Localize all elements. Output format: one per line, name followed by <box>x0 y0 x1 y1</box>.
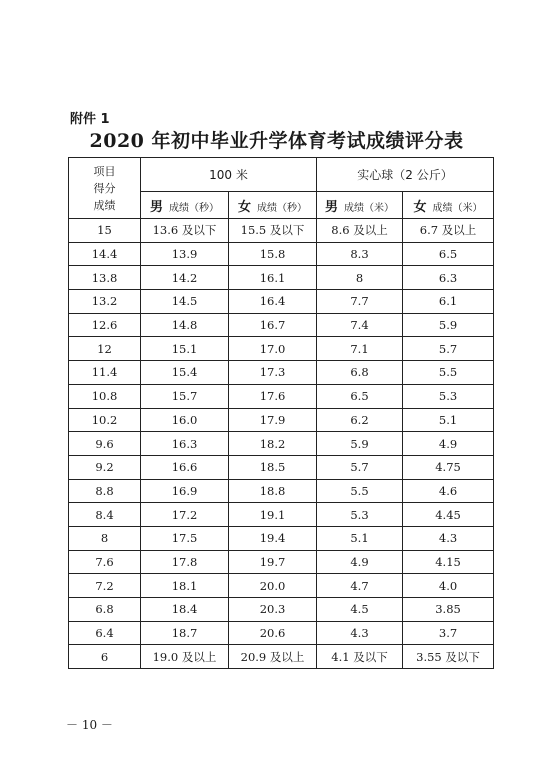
score-cell: 9.6 <box>69 432 141 456</box>
shotput-female-cell: 4.0 <box>403 574 494 598</box>
corner-label-item: 项目 <box>93 164 116 178</box>
page-title: 2020 年初中毕业升学体育考试成绩评分表 <box>89 130 464 152</box>
page-number: － 10 － <box>66 718 113 732</box>
score-cell: 7.2 <box>69 574 141 598</box>
score-cell: 12 <box>69 337 141 361</box>
shotput-male-cell: 8.6 及以上 <box>317 219 403 243</box>
score-cell: 8.8 <box>69 479 141 503</box>
run-100m-female-cell: 16.1 <box>229 266 317 290</box>
shotput-female-cell: 4.75 <box>403 455 494 479</box>
shotput-male-cell: 7.7 <box>317 290 403 314</box>
run-100m-male-cell: 14.2 <box>141 266 229 290</box>
shotput-female-cell: 4.9 <box>403 432 494 456</box>
gender-label: 男 <box>149 199 163 215</box>
subheader-shotput-male <box>317 192 403 219</box>
shotput-male-cell: 5.7 <box>317 455 403 479</box>
score-table <box>68 157 494 669</box>
run-100m-male-cell: 14.5 <box>141 290 229 314</box>
score-table-body <box>69 219 494 669</box>
shotput-male-cell: 5.5 <box>317 479 403 503</box>
score-cell: 8 <box>69 526 141 550</box>
run-100m-female-cell: 16.4 <box>229 290 317 314</box>
subheader-100m-male <box>141 192 229 219</box>
table-row <box>69 313 494 337</box>
shotput-male-cell: 5.9 <box>317 432 403 456</box>
group-header-shot-put: 实心球（2 公斤） <box>317 158 494 192</box>
shotput-male-cell: 8 <box>317 266 403 290</box>
shotput-female-cell: 5.1 <box>403 408 494 432</box>
run-100m-female-cell: 19.7 <box>229 550 317 574</box>
shotput-male-cell: 4.1 及以下 <box>317 645 403 669</box>
run-100m-female-cell: 15.5 及以下 <box>229 219 317 243</box>
table-row <box>69 408 494 432</box>
subheader-shotput-female <box>403 192 494 219</box>
table-row <box>69 526 494 550</box>
table-row <box>69 219 494 243</box>
table-row <box>69 266 494 290</box>
group-header-100m: 100 米 <box>141 158 317 192</box>
shotput-male-cell: 7.1 <box>317 337 403 361</box>
table-row <box>69 290 494 314</box>
shotput-female-cell: 5.7 <box>403 337 494 361</box>
shotput-male-cell: 6.5 <box>317 384 403 408</box>
run-100m-male-cell: 17.2 <box>141 503 229 527</box>
run-100m-male-cell: 17.5 <box>141 526 229 550</box>
corner-label-result: 成绩 <box>93 198 116 212</box>
run-100m-female-cell: 20.3 <box>229 598 317 622</box>
score-cell: 6.4 <box>69 621 141 645</box>
run-100m-male-cell: 15.1 <box>141 337 229 361</box>
table-row <box>69 242 494 266</box>
run-100m-female-cell: 20.9 及以上 <box>229 645 317 669</box>
run-100m-female-cell: 19.4 <box>229 526 317 550</box>
score-cell: 6.8 <box>69 598 141 622</box>
score-cell: 6 <box>69 645 141 669</box>
run-100m-male-cell: 15.7 <box>141 384 229 408</box>
table-row <box>69 621 494 645</box>
run-100m-male-cell: 19.0 及以上 <box>141 645 229 669</box>
run-100m-female-cell: 16.7 <box>229 313 317 337</box>
shotput-male-cell: 4.7 <box>317 574 403 598</box>
run-100m-male-cell: 14.8 <box>141 313 229 337</box>
table-row <box>69 337 494 361</box>
shotput-female-cell: 4.3 <box>403 526 494 550</box>
attachment-label: 附件 1 <box>70 112 110 127</box>
run-100m-male-cell: 18.1 <box>141 574 229 598</box>
shotput-female-cell: 6.7 及以上 <box>403 219 494 243</box>
shotput-male-cell: 6.2 <box>317 408 403 432</box>
shotput-male-cell: 4.9 <box>317 550 403 574</box>
shotput-female-cell: 6.1 <box>403 290 494 314</box>
shotput-female-cell: 5.3 <box>403 384 494 408</box>
table-row <box>69 550 494 574</box>
run-100m-male-cell: 13.9 <box>141 242 229 266</box>
table-row <box>69 574 494 598</box>
gender-label: 女 <box>238 199 252 215</box>
run-100m-female-cell: 17.9 <box>229 408 317 432</box>
shotput-female-cell: 5.9 <box>403 313 494 337</box>
table-row <box>69 598 494 622</box>
unit-label: 成绩（秒） <box>257 202 308 214</box>
table-row <box>69 645 494 669</box>
score-cell: 10.8 <box>69 384 141 408</box>
shotput-female-cell: 6.5 <box>403 242 494 266</box>
run-100m-female-cell: 17.3 <box>229 361 317 385</box>
shotput-female-cell: 4.6 <box>403 479 494 503</box>
corner-label-score: 得分 <box>93 181 116 195</box>
gender-label: 男 <box>325 199 339 215</box>
run-100m-male-cell: 17.8 <box>141 550 229 574</box>
run-100m-male-cell: 15.4 <box>141 361 229 385</box>
unit-label: 成绩（秒） <box>169 202 219 214</box>
run-100m-female-cell: 17.0 <box>229 337 317 361</box>
score-cell: 10.2 <box>69 408 141 432</box>
run-100m-female-cell: 19.1 <box>229 503 317 527</box>
shotput-male-cell: 6.8 <box>317 361 403 385</box>
shotput-female-cell: 3.7 <box>403 621 494 645</box>
gender-label: 女 <box>413 199 427 215</box>
run-100m-male-cell: 18.7 <box>141 621 229 645</box>
run-100m-female-cell: 18.2 <box>229 432 317 456</box>
run-100m-female-cell: 18.5 <box>229 455 317 479</box>
shotput-female-cell: 6.3 <box>403 266 494 290</box>
run-100m-male-cell: 16.3 <box>141 432 229 456</box>
run-100m-male-cell: 16.9 <box>141 479 229 503</box>
score-cell: 11.4 <box>69 361 141 385</box>
shotput-male-cell: 5.3 <box>317 503 403 527</box>
shotput-female-cell: 5.5 <box>403 361 494 385</box>
shotput-female-cell: 3.55 及以下 <box>403 645 494 669</box>
run-100m-female-cell: 20.6 <box>229 621 317 645</box>
subheader-100m-female <box>229 192 317 219</box>
shotput-male-cell: 5.1 <box>317 526 403 550</box>
shotput-female-cell: 3.85 <box>403 598 494 622</box>
shotput-male-cell: 4.3 <box>317 621 403 645</box>
table-row <box>69 384 494 408</box>
unit-label: 成绩（米） <box>432 202 483 214</box>
run-100m-female-cell: 18.8 <box>229 479 317 503</box>
score-cell: 7.6 <box>69 550 141 574</box>
run-100m-male-cell: 18.4 <box>141 598 229 622</box>
shotput-male-cell: 8.3 <box>317 242 403 266</box>
shotput-female-cell: 4.15 <box>403 550 494 574</box>
score-cell: 9.2 <box>69 455 141 479</box>
table-row <box>69 361 494 385</box>
table-row <box>69 479 494 503</box>
score-cell: 13.2 <box>69 290 141 314</box>
score-cell: 14.4 <box>69 242 141 266</box>
shotput-female-cell: 4.45 <box>403 503 494 527</box>
table-row <box>69 503 494 527</box>
run-100m-male-cell: 16.6 <box>141 455 229 479</box>
corner-header-cell <box>69 158 141 219</box>
score-cell: 15 <box>69 219 141 243</box>
score-cell: 12.6 <box>69 313 141 337</box>
table-row <box>69 455 494 479</box>
shotput-male-cell: 7.4 <box>317 313 403 337</box>
unit-label: 成绩（米） <box>344 202 395 214</box>
shotput-male-cell: 4.5 <box>317 598 403 622</box>
table-row <box>69 432 494 456</box>
score-cell: 13.8 <box>69 266 141 290</box>
run-100m-female-cell: 17.6 <box>229 384 317 408</box>
run-100m-male-cell: 16.0 <box>141 408 229 432</box>
run-100m-male-cell: 13.6 及以下 <box>141 219 229 243</box>
score-cell: 8.4 <box>69 503 141 527</box>
run-100m-female-cell: 15.8 <box>229 242 317 266</box>
score-table-header <box>69 158 494 219</box>
run-100m-female-cell: 20.0 <box>229 574 317 598</box>
